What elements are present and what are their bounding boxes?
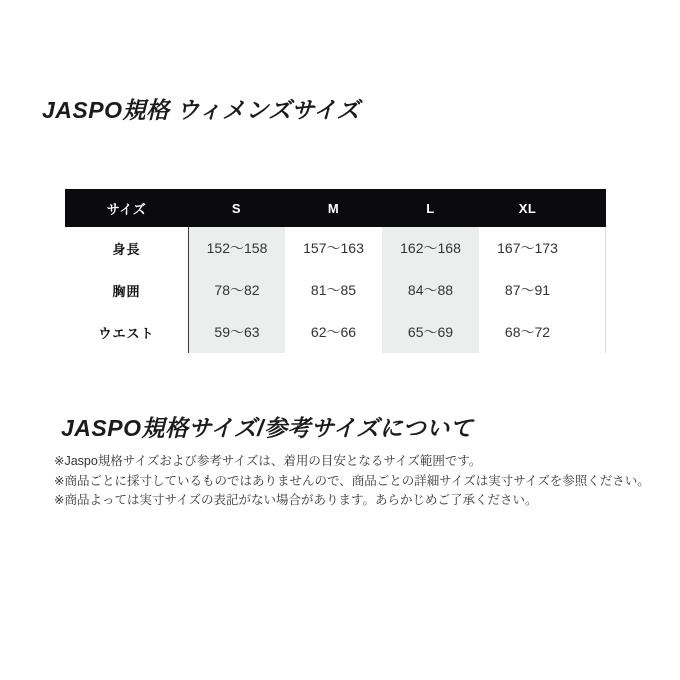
header-cell-m: M	[327, 200, 340, 216]
size-table-header-row	[65, 189, 606, 227]
note-line-1: ※Jaspo規格サイズおよび参考サイズは、着用の目安となるサイズ範囲です。	[54, 454, 482, 468]
cell-waist-s: 59〜63	[188, 311, 285, 353]
page-title: JASPO規格 ウィメンズサイズ	[42, 97, 360, 123]
row-label-waist: ウエスト	[98, 325, 155, 341]
cell-spacer	[576, 311, 606, 353]
cell-chest-s: 78〜82	[188, 269, 285, 311]
header-cell-s: S	[231, 200, 242, 216]
header-cell-l: L	[426, 200, 435, 216]
cell-chest-m: 81〜85	[310, 282, 357, 298]
cell-spacer	[576, 269, 606, 311]
header-cell-xl: XL	[518, 200, 537, 216]
header-cell-size: サイズ	[106, 201, 147, 217]
notes-list	[54, 452, 654, 511]
cell-chest-xl: 87〜91	[504, 282, 551, 298]
cell-height-m: 157〜163	[303, 240, 364, 256]
table-row-height	[65, 227, 606, 269]
size-table	[65, 189, 606, 353]
notes-heading: JASPO規格サイズ/参考サイズについて	[61, 415, 474, 441]
header-cell-spacer	[576, 189, 606, 227]
note-line-2: ※商品ごとに採寸しているものではありませんので、商品ごとの詳細サイズは実寸サイズを参照ください。	[54, 473, 650, 488]
row-label-height: 身長	[112, 241, 141, 257]
note-line-3: ※商品よっては実寸サイズの表記がない場合があります。あらかじめご了承ください。	[54, 493, 538, 507]
cell-height-xl: 167〜173	[497, 240, 558, 256]
cell-chest-l: 84〜88	[382, 269, 479, 311]
cell-waist-xl: 68〜72	[504, 324, 551, 340]
row-label-chest: 胸囲	[112, 283, 141, 299]
table-row-waist	[65, 311, 606, 353]
cell-height-s: 152〜158	[188, 227, 285, 269]
cell-waist-l: 65〜69	[382, 311, 479, 353]
cell-waist-m: 62〜66	[310, 324, 357, 340]
cell-height-l: 162〜168	[382, 227, 479, 269]
cell-spacer	[576, 227, 606, 269]
table-row-chest	[65, 269, 606, 311]
